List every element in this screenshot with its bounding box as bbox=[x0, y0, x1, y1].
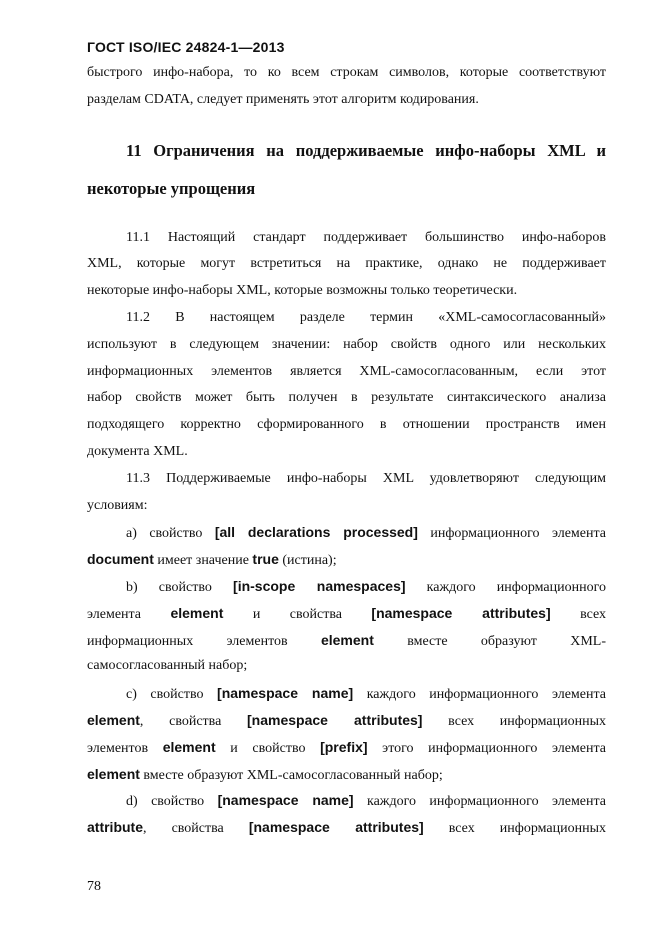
text-line: набор свойств может быть получен в результате синтаксического анализа bbox=[87, 390, 606, 406]
text: c) свойство bbox=[126, 687, 218, 703]
section-title-line-1: 11 Ограничения на поддерживаемые инфо-наборы XML и bbox=[126, 140, 606, 160]
property-name: [prefix] bbox=[320, 738, 368, 755]
text: вместе bbox=[407, 633, 448, 649]
text: всех информационных bbox=[423, 821, 606, 837]
text-line: 11.1 Настоящий стандарт поддерживает большинство инфо-наборов bbox=[126, 229, 606, 245]
text-line: XML, которые могут встретиться на практике, однако не поддерживает bbox=[87, 256, 606, 272]
element-name: attribute bbox=[87, 819, 143, 836]
text-line bbox=[87, 627, 606, 654]
text-line: некоторые инфо-наборы XML, которые возможны только теоретически. bbox=[87, 283, 518, 299]
property-name: [in-scope namespaces] bbox=[233, 577, 406, 594]
intro-line-2: разделам CDATA, следует применять этот алгоритм кодирования. bbox=[87, 91, 479, 107]
text: элементов bbox=[87, 740, 163, 756]
text: каждого информационного bbox=[405, 579, 606, 595]
property-name: [namespace attributes] bbox=[248, 819, 424, 836]
element-name: element bbox=[170, 604, 224, 621]
text-line: 11.3 Поддерживаемые инфо-наборы XML удовлетворяют следующим bbox=[126, 470, 606, 486]
text-line: подходящего корректно сформированного в отношении пространств имен bbox=[87, 417, 606, 433]
text-line: информационных элементов является XML-самосогласованным, если этот bbox=[87, 363, 606, 379]
element-name: document bbox=[87, 551, 154, 568]
element-name: element bbox=[87, 711, 140, 728]
intro-line-1: быстрого инфо-набора, то ко всем строкам символов, которые соответствуют bbox=[87, 65, 606, 80]
text-line bbox=[87, 519, 606, 546]
text: XML- bbox=[570, 633, 607, 649]
text: и bbox=[252, 606, 261, 622]
list-item-b bbox=[87, 573, 606, 680]
text-line bbox=[87, 707, 606, 734]
text-line bbox=[87, 814, 606, 841]
page-body bbox=[87, 60, 606, 841]
paragraph-11-2 bbox=[87, 305, 606, 466]
element-name: element bbox=[320, 631, 374, 648]
list-item-d bbox=[87, 787, 606, 841]
property-name: [namespace name] bbox=[217, 685, 354, 702]
page-number: 78 bbox=[87, 879, 101, 894]
text: всех информационных bbox=[422, 713, 606, 729]
text: вместе образуют XML-самосогласованный набор; bbox=[139, 767, 443, 783]
text: d) свойство bbox=[126, 794, 218, 810]
text-line: самосогласованный набор; bbox=[87, 658, 248, 674]
text-line bbox=[87, 734, 606, 761]
text-line bbox=[87, 600, 606, 627]
text-line bbox=[87, 680, 606, 707]
text-line: документа XML. bbox=[87, 443, 188, 459]
section-title-line-2: некоторые упрощения bbox=[87, 178, 256, 198]
text: всех bbox=[580, 606, 607, 622]
list-item-c bbox=[87, 680, 606, 787]
text-line bbox=[87, 787, 606, 814]
text: этого информационного элемента bbox=[367, 740, 606, 756]
list-item-a bbox=[87, 519, 606, 573]
text: свойства bbox=[289, 606, 342, 622]
property-name: [namespace attributes] bbox=[371, 604, 551, 621]
text: (истина); bbox=[278, 553, 337, 569]
text: а) свойство bbox=[126, 526, 215, 542]
text-line: используют в следующем значении: набор свойств одного или нескольких bbox=[87, 336, 606, 352]
text: и свойство bbox=[215, 740, 321, 756]
text: , свойства bbox=[139, 713, 247, 729]
text: b) свойство bbox=[126, 579, 234, 595]
element-name: element bbox=[87, 765, 140, 782]
text: каждого информационного элемента bbox=[353, 687, 606, 703]
text-line: 11.2 В настоящем разделе термин «XML-самосогласованный» bbox=[126, 309, 606, 325]
text-line: условиям: bbox=[87, 497, 148, 513]
text: элементов bbox=[226, 633, 288, 649]
text-line bbox=[87, 573, 606, 600]
property-name: [namespace attributes] bbox=[247, 711, 423, 728]
text: имеет значение bbox=[153, 553, 253, 569]
text: элемента bbox=[87, 606, 142, 622]
document-header: ГОСТ ISO/IEC 24824-1—2013 bbox=[87, 39, 285, 55]
text-line bbox=[87, 546, 606, 573]
text: образуют bbox=[480, 633, 537, 649]
text-line bbox=[87, 761, 606, 788]
text: каждого информационного элемента bbox=[353, 794, 607, 810]
property-name: [all declarations processed] bbox=[214, 524, 418, 541]
text: информационного элемента bbox=[417, 526, 606, 542]
text: информационных bbox=[87, 633, 194, 649]
paragraph-11-3 bbox=[87, 466, 606, 520]
paragraph-11-1 bbox=[87, 225, 606, 305]
value-name: true bbox=[252, 551, 279, 568]
property-name: [namespace name] bbox=[217, 792, 354, 809]
element-name: element bbox=[162, 738, 216, 755]
text: , свойства bbox=[143, 821, 249, 837]
